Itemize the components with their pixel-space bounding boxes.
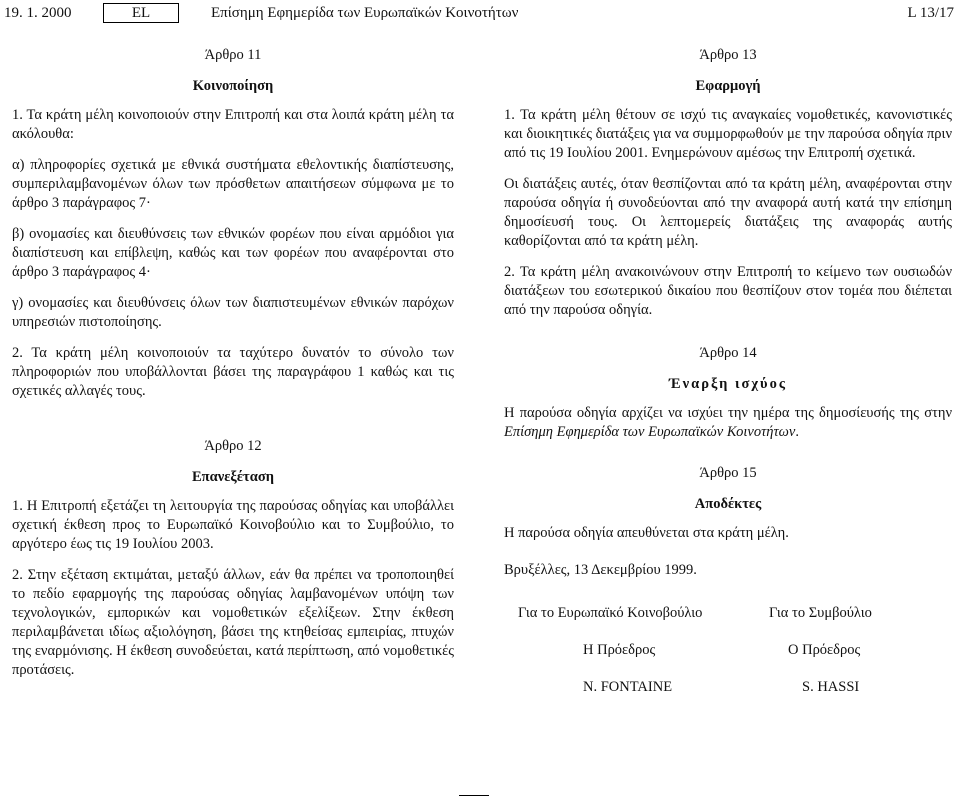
signatory-2-name: S. HASSI [802,679,860,695]
footer-rule [459,795,489,796]
journal-title: Επίσημη Εφημερίδα των Ευρωπαϊκών Κοινοτήτων [211,5,519,21]
journal-reference: Επίσημη Εφημερίδα των Ευρωπαϊκών Κοινοτήτων [504,424,796,440]
article-13-para-1: 1. Τα κράτη μέλη θέτουν σε ισχύ τις αναγκαίες νομοθετικές, κανονιστικές και διοικητικές διατάξεις για να συμμορφωθούν με την παρούσα οδηγία πριν από τις 19 Ιουλίου 2001. Ενημερώνουν αμέσως την Επιτροπή σχετικά. [504,107,952,161]
article-11-item-a: α) πληροφορίες σχετικά με εθνικά συστήματα εθελοντικής διαπίστευσης, συμπεριλαμβανομένων όλων των πρόσθετων απαιτήσεων σύμφωνα με το άρθρο 3 παράγραφος 7· [12,157,454,211]
place-and-date: Βρυξέλλες, 13 Δεκεμβρίου 1999. [504,562,697,578]
article-11-number: Άρθρο 11 [204,47,262,63]
signatory-2-body: Για το Συμβούλιο [769,605,872,621]
article-11-title: Κοινοποίηση [192,78,274,94]
article-13-para-1b: Οι διατάξεις αυτές, όταν θεσπίζονται από τα κράτη μέλη, αναφέρονται στην παρούσα οδηγία ή συνοδεύονται από την αναφορά αυτή κατά την επίσημη δημοσίευσή τους. Οι λεπτομερείς διατάξεις της αναφοράς αυτής καθορίζονται από τα κράτη μέλη. [504,176,952,249]
article-14-title: Έναρξη ισχύος [669,376,787,392]
article-12-title: Επανεξέταση [192,469,274,485]
article-12-para-1: 1. Η Επιτροπή εξετάζει τη λειτουργία της παρούσας οδηγίας και υποβάλλει σχετική έκθεση προς το Ευρωπαϊκό Κοινοβούλιο και το Συμβούλιο, το αργότερο έως τις 19 Ιουλίου 2003. [12,498,454,552]
signatory-1-body: Για το Ευρωπαϊκό Κοινοβούλιο [518,605,703,621]
article-15-para-1: Η παρούσα οδηγία απευθύνεται στα κράτη μέλη. [504,525,789,541]
article-14-para-1 [504,404,952,442]
signatory-1-role: Η Πρόεδρος [583,642,656,658]
article-15-number: Άρθρο 15 [699,465,757,481]
signatory-1-name: N. FONTAINE [583,679,673,695]
article-13-para-2: 2. Τα κράτη μέλη ανακοινώνουν στην Επιτροπή το κείμενο των ουσιωδών διατάξεων του εσωτερικού δικαίου που θεσπίζουν στον τομέα που διέπεται από την παρούσα οδηγία. [504,264,952,318]
article-11-para-1: 1. Τα κράτη μέλη κοινοποιούν στην Επιτροπή και στα λοιπά κράτη μέλη τα ακόλουθα: [12,107,454,142]
article-13-title: Εφαρμογή [695,78,761,94]
article-14-period: . [795,424,799,440]
header-date: 19. 1. 2000 [4,5,72,21]
article-15-title: Αποδέκτες [694,496,762,512]
article-12-para-2: 2. Στην εξέταση εκτιμάται, μεταξύ άλλων, εάν θα πρέπει να τροποποιηθεί το πεδίο εφαρμογής της παρούσας οδηγίας λαμβανομένων υπόψη των τεχνολογικών, εμπορικών και νομοθετικών εξελίξεων. Στην έκθεση περιλαμβάνεται ιδίως αξιολόγηση, βάσει της κτηθείσας εμπειρίας, πτυχών της εναρμόνισης. Η έκθεση συνοδεύεται, κατά περίπτωση, από νομοθετικές προτάσεις. [12,567,454,678]
article-14-number: Άρθρο 14 [699,345,757,361]
left-column [12,46,454,692]
article-11-item-c: γ) ονομασίες και διευθύνσεις όλων των διαπιστευμένων εθνικών παρόχων υπηρεσιών πιστοποίησης. [12,295,454,330]
signature-block [504,604,952,714]
article-12-number: Άρθρο 12 [204,438,262,454]
page-header [0,0,960,30]
article-13-number: Άρθρο 13 [699,47,757,63]
article-14-text: Η παρούσα οδηγία αρχίζει να ισχύει την ημέρα της δημοσίευσής της στην [504,405,952,421]
language-box: EL [103,3,179,23]
right-column [504,46,952,714]
signatory-2-role: Ο Πρόεδρος [788,642,861,658]
page-reference: L 13/17 [907,5,954,21]
article-11-item-b: β) ονομασίες και διευθύνσεις των εθνικών φορέων που είναι αρμόδιοι για διαπίστευση και επίβλεψη, καθώς και των φορέων που αναφέρονται στο άρθρο 3 παράγραφος 4· [12,226,454,280]
article-11-para-2: 2. Τα κράτη μέλη κοινοποιούν τα ταχύτερο δυνατόν το σύνολο των πληροφοριών που υποβάλλονται βάσει της παραγράφου 1 καθώς και τις σχετικές αλλαγές τους. [12,345,454,399]
